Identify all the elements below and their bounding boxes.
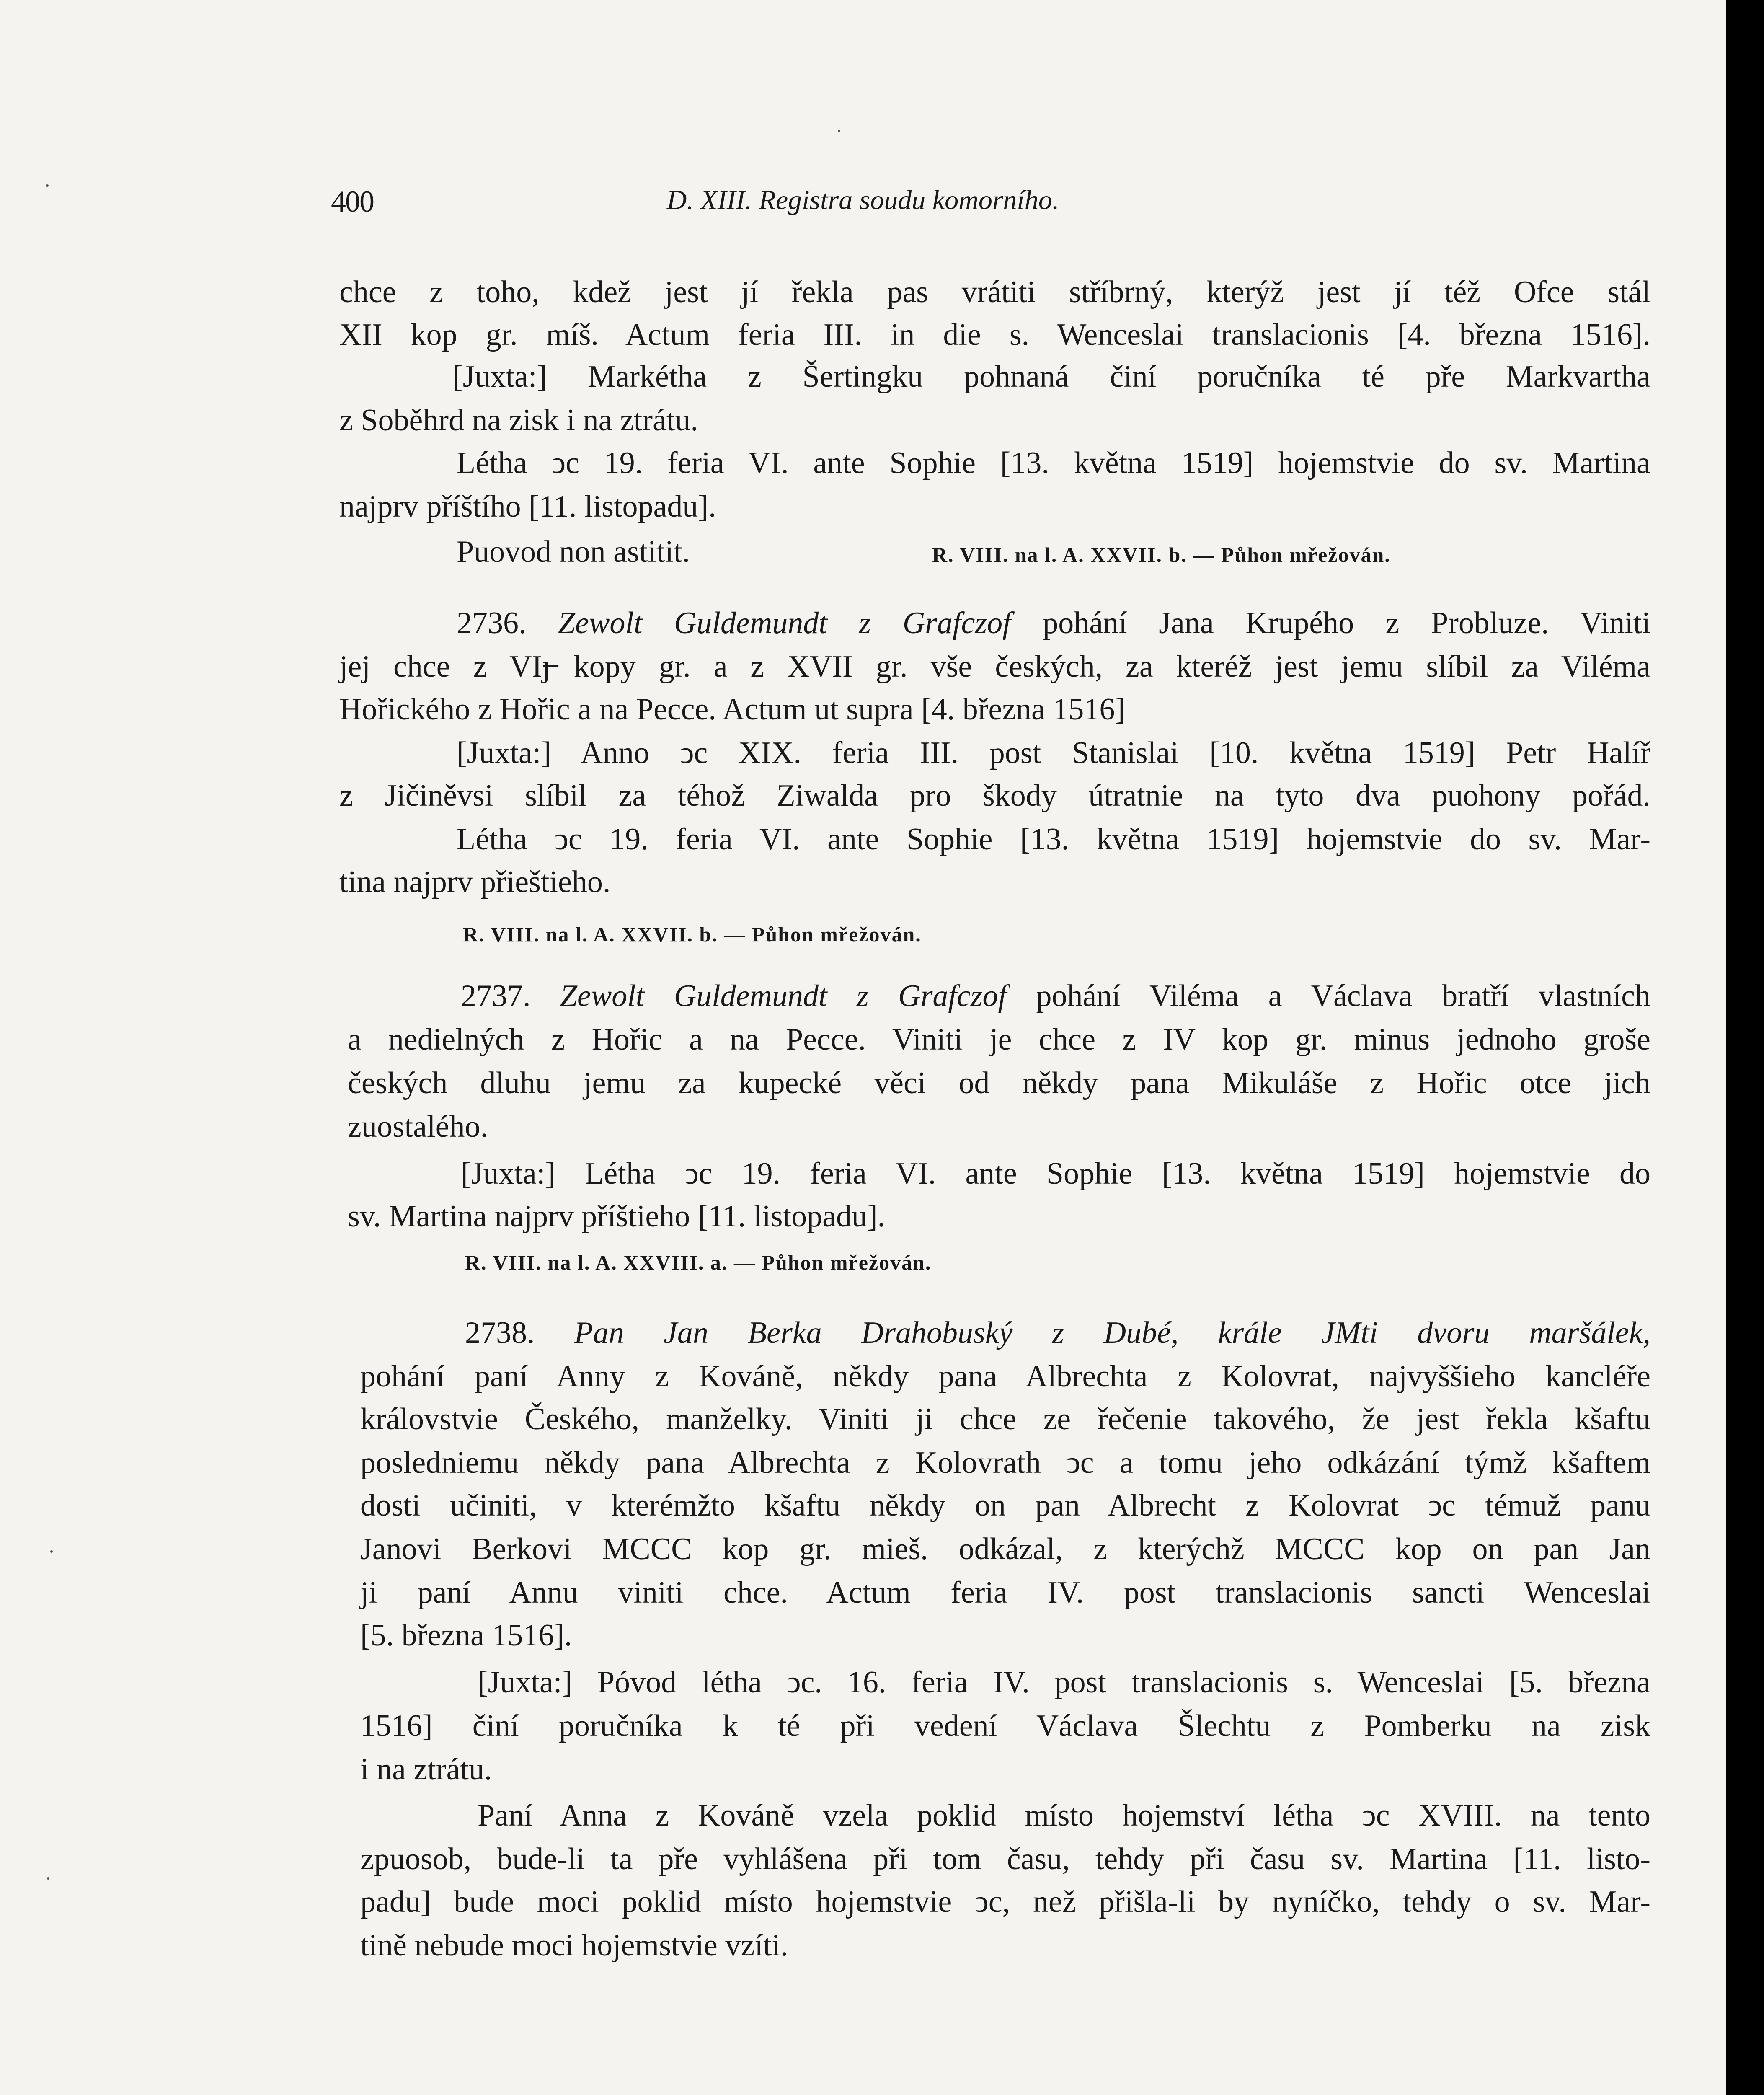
text-line: sv. Martina najprv příštieho [11. listopadu]. [348,1199,886,1234]
text-line: najprv příštího [11. listopadu]. [339,489,716,524]
text-line: [Juxta:] Póvod létha ͻc. 16. feria IV. post translacionis s. Wenceslai [5. března [478,1665,1650,1699]
page-header [331,184,1395,235]
text-line: posledniemu někdy pana Albrechta z Kolovrath ͻc a tomu jeho odkázání týmž kšaftem [360,1446,1650,1480]
entry-number: 2738. [465,1316,535,1350]
text-line: českých dluhu jemu za kupecké věci od někdy pana Mikuláše z Hořic otce jich [348,1066,1650,1100]
scan-speck [47,1877,49,1880]
text-line: Hořického z Hořic a na Pecce. Actum ut supra [4. března 1516] [339,692,1126,727]
entry-first-line [461,980,1650,1011]
entry-parties: Zewolt Guldemundt z Grafczof [560,979,1007,1013]
text-line: královstvie Českého, manželky. Viniti ji chce ze řečenie takového, že jest řekla kšaftu [360,1402,1650,1436]
text-line: [Juxta:] Létha ͻc 19. feria VI. ante Sophie [13. května 1519] hojemstvie do [461,1156,1650,1191]
text-line: zuostalého. [348,1110,488,1144]
page-number: 400 [331,185,374,218]
entry-number: 2737. [461,979,531,1013]
entry-number: 2736. [457,606,527,640]
text-line: Puovod non astitit. [457,535,690,569]
register-reference: R. VIII. na l. A. XXVII. b. — Půhon mřežován. [932,543,1391,566]
entry-first-line [457,608,1650,639]
text-line: [Juxta:] Markétha z Šertingku pohnaná činí poručníka té pře Markvartha [452,360,1650,394]
register-reference: R. VIII. na l. A. XXVIII. a. — Půhon mřežován. [465,1251,932,1274]
text-line: Létha ͻc 19. feria VI. ante Sophie [13. května 1519] hojemstvie do sv. Martina [457,446,1650,480]
scan-speck [46,184,49,187]
entry-first-line [465,1317,1650,1348]
entry-text: pohání Jana Krupého z Probluze. Viniti [1043,606,1651,640]
text-line: Paní Anna z Kováně vzela poklid místo hojemství létha ͻc XVIII. na tento [478,1798,1650,1833]
entry-parties: Pan Jan Berka Drahobuský z Dubé, krále JMti dvoru maršálek, [574,1316,1650,1350]
running-head: D. XIII. Registra soudu komorního. [666,185,1059,215]
text-line: Janovi Berkovi MCCC kop gr. mieš. odkázal, z kterýchž MCCC kop on pan Jan [360,1532,1650,1566]
text-line: zpuosob, bude-li ta pře vyhlášena při tom času, tehdy při času sv. Martina [11. listo- [360,1842,1650,1876]
text-line: XII kop gr. míš. Actum feria III. in die s. Wenceslai translacionis [4. března 1516]. [339,318,1650,352]
text-line: i na ztrátu. [360,1752,492,1787]
text-line: [Juxta:] Anno ͻc XIX. feria III. post Stanislai [10. května 1519] Petr Halíř [457,736,1650,770]
scan-speck [838,130,840,132]
text-line: z Soběhrd na zisk i na ztrátu. [339,403,698,437]
text-line: ji paní Annu viniti chce. Actum feria IV. post translacionis sancti Wenceslai [360,1575,1650,1610]
text-line: Létha ͻc 19. feria VI. ante Sophie [13. května 1519] hojemstvie do sv. Mar- [457,822,1650,856]
text-line: a nedielných z Hořic a na Pecce. Viniti je chce z IV kop gr. minus jednoho groše [348,1022,1650,1057]
scan-speck [50,1550,53,1553]
text-line: pohání paní Anny z Kováně, někdy pana Albrechta z Kolovrat, najvyššieho kancléře [360,1359,1650,1394]
text-line: chce z toho, kdež jest jí řekla pas vrátiti stříbrný, kterýž jest jí též Ofce stál [339,275,1650,309]
text-line: 1516] činí poručníka k té při vedení Václava Šlechtu z Pomberku na zisk [360,1709,1650,1743]
text-line: dosti učiniti, v kterémžto kšaftu někdy on pan Albrecht z Kolovrat ͻc témuž panu [360,1488,1650,1523]
register-reference: R. VIII. na l. A. XXVII. b. — Půhon mřežován. [463,923,922,946]
text-line: [5. března 1516]. [360,1618,572,1653]
text-line: tina najprv přieštieho. [339,865,611,899]
entry-text: pohání Viléma a Václava bratří vlastních [1036,979,1651,1013]
text-line: tině nebude moci hojemstvie vzíti. [360,1928,788,1963]
entry-parties: Zewolt Guldemundt z Grafczof [558,606,1011,640]
text-line: jej chce z VIȷ̶ kopy gr. a z XVII gr. vše českých, za kteréž jest jemu slíbil za Viléma [339,649,1650,684]
text-line: z Jičiněvsi slíbil za téhož Ziwalda pro škody útratnie na tyto dva puohony pořád. [339,779,1650,813]
text-line: padu] bude moci poklid místo hojemstvie ͻc, než přišla-li by nyníčko, tehdy o sv. Mar- [360,1885,1650,1919]
